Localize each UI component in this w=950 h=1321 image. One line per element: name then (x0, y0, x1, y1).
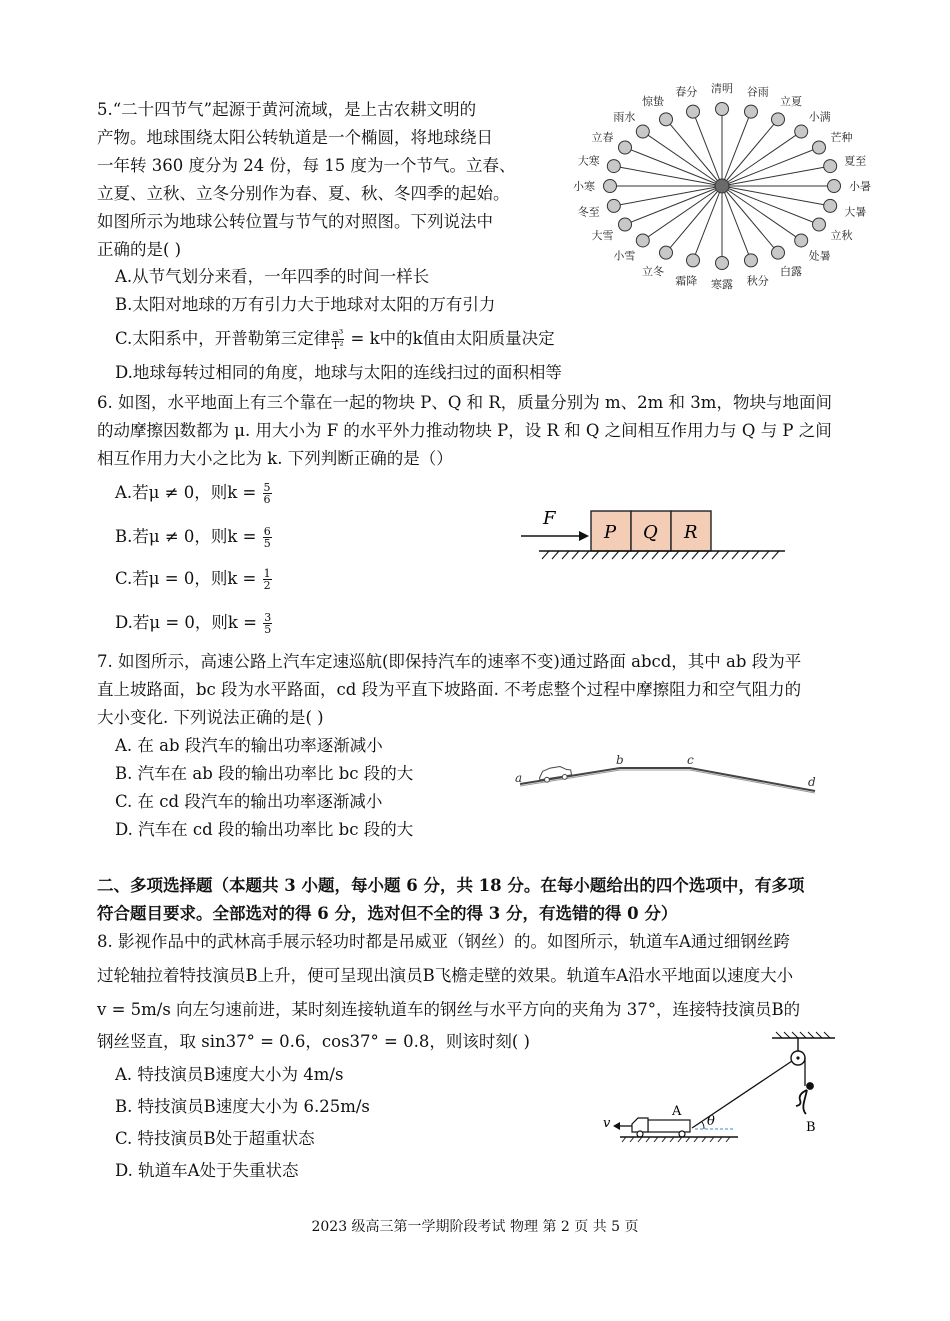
cart-label: A (672, 1104, 682, 1119)
solar-term-label: 芒种 (830, 131, 853, 144)
earth-position (619, 141, 632, 154)
solar-term-spoke (722, 119, 778, 186)
q5-option-d: D.地球每转过相同的角度，地球与太阳的连线扫过的面积相等 (115, 363, 562, 382)
q8-line: v = 5m/s 向左匀速前进，某时刻连接轨道车的钢丝与水平方向的夹角为 37°，连接特技演员B的 (97, 1000, 801, 1019)
road-diagram (510, 750, 820, 798)
solar-term-label: 大雪 (591, 229, 614, 242)
q5-line: 5.“二十四节气”起源于黄河流域，是上古农耕文明的 (97, 100, 477, 119)
q7-option-c: C. 在 cd 段汽车的输出功率逐渐减小 (115, 792, 383, 811)
solar-term-label: 大暑 (844, 205, 867, 219)
solar-term-spoke (722, 186, 778, 253)
q5-line: 产物。地球围绕太阳公转轨道是一个椭圆，将地球绕日 (97, 128, 493, 147)
solar-term-label: 惊蛰 (642, 95, 664, 109)
solar-term-spoke (666, 186, 722, 253)
earth-position (795, 125, 808, 138)
performer-label: B (806, 1120, 816, 1135)
point-b-label: b (616, 753, 624, 767)
solar-term-spoke (625, 186, 722, 225)
solar-term-label: 小雪 (613, 249, 636, 263)
solar-term-label: 夏至 (844, 154, 867, 168)
solar-term-spoke (722, 186, 830, 206)
solar-term-spoke (722, 148, 819, 187)
ground-hatching (542, 551, 779, 559)
ground-hatching (622, 1137, 730, 1142)
q6-line: 相互作用力大小之比为 k. 下列判断正确的是（） (97, 449, 453, 468)
performer-icon (796, 1083, 813, 1114)
q7-option-a: A. 在 ab 段汽车的输出功率逐渐减小 (115, 736, 383, 755)
solar-term-spoke (614, 186, 722, 206)
q6-line: 6. 如图，水平地面上有三个靠在一起的物块 P、Q 和 R，质量分别为 m、2m 和 3m，物块与地面间 (97, 393, 832, 412)
earth-position (687, 105, 700, 118)
solar-term-spoke (722, 186, 819, 225)
q7-line: 大小变化. 下列说法正确的是( ) (97, 708, 324, 727)
velocity-label: v (603, 1116, 611, 1131)
earth-position (660, 113, 673, 126)
q5-line: 一年转 360 度分为 24 份，每 15 度为一个节气。立春、 (97, 156, 516, 175)
solar-term-spoke (666, 119, 722, 186)
section-2-header: 符合题目要求。全部选对的得 6 分，选对但不全的得 3 分，有选错的得 0 分） (97, 904, 678, 923)
q8-line: 8. 影视作品中的武林高手展示轻功时都是吊威亚（钢丝）的。如图所示，轨道车A通过细钢丝跨 (97, 932, 790, 951)
earth-position (607, 160, 620, 173)
earth-position (636, 125, 649, 138)
q6-option-d: D.若μ = 0，则k = $\frac{3}{5}$ (115, 611, 272, 636)
q8-option-b: B. 特技演员B速度大小为 6.25m/s (115, 1097, 370, 1116)
q6-option-b: B.若μ ≠ 0，则k = $\frac{6}{5}$ (115, 525, 271, 550)
earth-position (604, 180, 617, 193)
solar-term-label: 寒露 (711, 278, 733, 291)
pulley-axle (796, 1056, 799, 1059)
earth-position (772, 113, 785, 126)
earth-position (607, 199, 620, 212)
point-c-label: c (687, 753, 694, 767)
q5-line: 如图所示为地球公转位置与节气的对照图。下列说法中 (97, 212, 493, 231)
q6-option-c: C.若μ = 0，则k = $\frac{1}{2}$ (115, 567, 271, 592)
earth-position (636, 234, 649, 247)
solar-term-label: 立冬 (642, 264, 664, 278)
page-footer: 2023 级高三第一学期阶段考试 物理 第 2 页 共 5 页 (311, 1219, 639, 1235)
q5-option-c (115, 326, 555, 352)
q5-option-b: B.太阳对地球的万有引力大于地球对太阳的万有引力 (115, 295, 496, 314)
earth-position (824, 199, 837, 212)
q6-line: 的动摩擦因数都为 μ. 用大小为 F 的水平外力推动物块 P，设 R 和 Q 之间相互作用力与 Q 与 P 之间 (97, 421, 832, 440)
q5-option-c-suffix: = k中的k值由太阳质量决定 (345, 329, 555, 348)
point-d-label: d (808, 775, 816, 789)
solar-term-label: 小暑 (849, 180, 871, 193)
sun-icon (715, 179, 729, 193)
solar-term-spoke (625, 148, 722, 187)
earth-position (824, 160, 837, 173)
q7-option-d: D. 汽车在 cd 段的输出功率比 bc 段的大 (115, 820, 414, 839)
earth-position (716, 103, 729, 116)
earth-position (828, 180, 841, 193)
kepler-fraction: $\frac{\text{a³}}{\text{T²}}$ (331, 327, 344, 352)
solar-term-label: 清明 (711, 82, 733, 95)
q5-option-c-prefix: C.太阳系中，开普勒第三定律 (115, 329, 331, 348)
q5-line: 正确的是( ) (97, 240, 182, 259)
earth-position (744, 105, 757, 118)
solar-term-label: 冬至 (577, 205, 600, 219)
force-label: F (543, 508, 556, 529)
solar-term-label: 大寒 (577, 154, 600, 168)
earth-position (795, 234, 808, 247)
block-p-label: P (604, 522, 617, 543)
solar-term-label: 白露 (780, 264, 802, 278)
angle-arc (702, 1122, 704, 1129)
solar-terms-diagram (548, 76, 871, 296)
ceiling-hatching (776, 1032, 830, 1038)
q6-option-a: A.若μ ≠ 0，则k = $\frac{5}{6}$ (115, 481, 271, 506)
earth-position (619, 218, 632, 231)
solar-term-spoke (722, 166, 830, 186)
earth-position (744, 254, 757, 267)
solar-term-label: 立秋 (830, 229, 853, 242)
q7-line: 7. 如图所示，高速公路上汽车定速巡航(即保持汽车的速率不变)通过路面 abcd，其中 ab 段为平 (97, 652, 802, 671)
solar-term-spoke (614, 166, 722, 186)
cart-icon (632, 1118, 690, 1137)
earth-position (772, 246, 785, 259)
q7-line: 直上坡路面，bc 段为水平路面，cd 段为平直下坡路面. 不考虑整个过程中摩擦阻力和空气阻力的 (97, 680, 802, 699)
q5-line: 立夏、立秋、立冬分别作为春、夏、秋、冬四季的起始。 (97, 184, 510, 203)
theta-label: θ (707, 1114, 715, 1129)
solar-term-label: 雨水 (613, 110, 636, 124)
solar-term-label: 秋分 (746, 274, 769, 288)
q8-option-a: A. 特技演员B速度大小为 4m/s (115, 1065, 344, 1084)
solar-term-label: 谷雨 (746, 85, 769, 99)
solar-term-label: 立夏 (780, 95, 802, 109)
q8-line: 钢丝竖直，取 sin37° = 0.6，cos37° = 0.8，则该时刻( ) (97, 1032, 530, 1051)
block-q-label: Q (643, 522, 658, 543)
earth-position (687, 254, 700, 267)
solar-term-label: 小满 (808, 110, 831, 124)
q8-line: 过轮轴拉着特技演员B上升，便可呈现出演员B飞檐走壁的效果。轨道车A沿水平地面以速度大小 (97, 966, 794, 985)
earth-position (716, 257, 729, 270)
force-arrowhead (579, 531, 589, 541)
velocity-arrowhead (613, 1122, 620, 1130)
solar-term-label: 春分 (675, 85, 698, 99)
block-r-label: R (684, 522, 698, 543)
earth-position (660, 246, 673, 259)
q7-option-b: B. 汽车在 ab 段的输出功率比 bc 段的大 (115, 764, 414, 783)
solar-term-label: 立春 (591, 131, 614, 144)
section-2-header: 二、多项选择题（本题共 3 小题，每小题 6 分，共 18 分。在每小题给出的四个选项中，有多项 (97, 876, 805, 895)
solar-term-label: 小寒 (573, 180, 595, 193)
solar-term-label: 处暑 (808, 249, 831, 263)
point-a-label: a (515, 771, 523, 785)
solar-term-spoke (693, 186, 722, 260)
blocks-diagram (515, 502, 795, 572)
q8-option-d: D. 轨道车A处于失重状态 (115, 1161, 299, 1180)
solar-term-label: 霜降 (675, 274, 698, 288)
wire-diagram (600, 1032, 840, 1144)
solar-term-spoke (722, 112, 751, 186)
q5-option-a: A.从节气划分来看，一年四季的时间一样长 (115, 267, 430, 286)
earth-position (812, 141, 825, 154)
solar-term-spoke (722, 186, 751, 260)
solar-term-spoke (693, 112, 722, 186)
earth-position (812, 218, 825, 231)
q8-option-c: C. 特技演员B处于超重状态 (115, 1129, 315, 1148)
